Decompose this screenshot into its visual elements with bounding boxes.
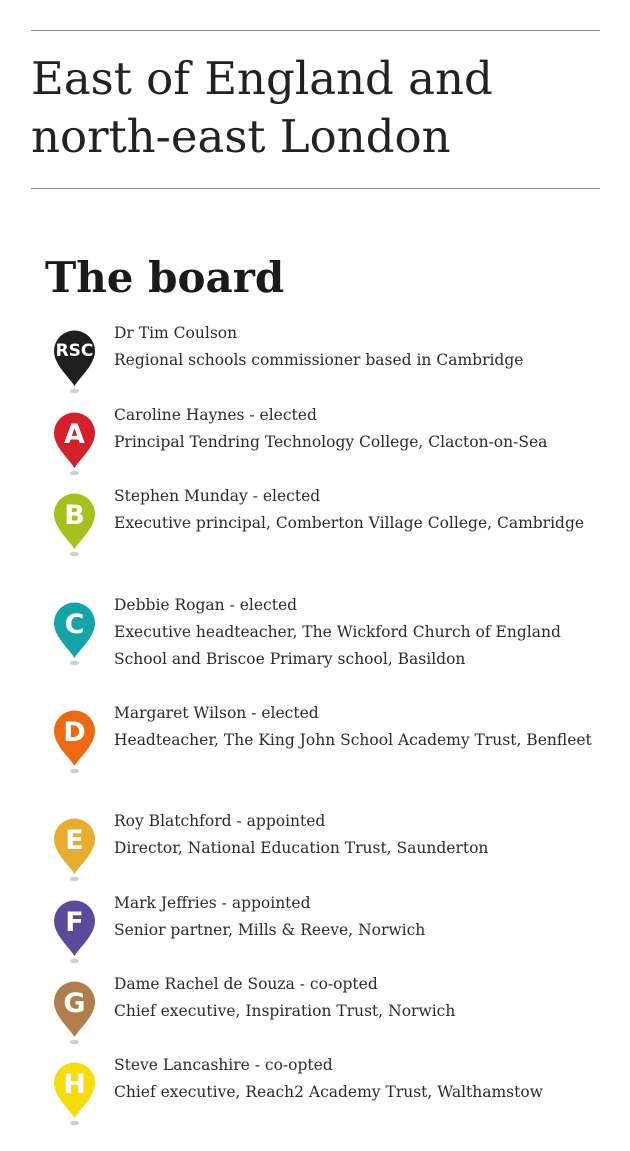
member-name: Stephen Munday - elected (114, 487, 321, 505)
map-pin-icon (51, 707, 98, 775)
member-details (114, 596, 614, 682)
member-name: Margaret Wilson - elected (114, 704, 319, 722)
member-details (114, 704, 614, 763)
map-pin-icon (51, 1059, 98, 1127)
pin-badge-label: B (64, 500, 85, 531)
pin-badge-label: C (64, 609, 85, 640)
member-details (114, 324, 614, 383)
member-details (114, 487, 614, 546)
pin-badge-label: E (65, 825, 84, 856)
map-pin-icon (51, 409, 98, 477)
pin-badge-label: D (63, 717, 86, 748)
member-role: Chief executive, Reach2 Academy Trust, Walthamstow (114, 1083, 543, 1101)
member-role: Executive principal, Comberton Village College, Cambridge (114, 514, 585, 532)
member-name: Roy Blatchford - appointed (114, 812, 326, 830)
map-pin-icon (51, 490, 98, 558)
member-role: Regional schools commissioner based in Cambridge (114, 351, 524, 369)
member-name: Steve Lancashire - co-opted (114, 1056, 333, 1074)
map-pin-icon (51, 897, 98, 965)
member-name: Mark Jeffries - appointed (114, 894, 311, 912)
top-divider (31, 30, 600, 31)
pin-badge-label: F (65, 907, 84, 938)
member-name: Caroline Haynes - elected (114, 406, 317, 424)
region-title: East of England and north-east London (31, 52, 493, 163)
member-details (114, 1056, 614, 1115)
member-role: Chief executive, Inspiration Trust, Norwich (114, 1002, 456, 1020)
pin-badge-label: H (63, 1069, 86, 1100)
member-details (114, 894, 614, 953)
pin-badge-label: G (63, 988, 86, 1019)
member-name: Dr Tim Coulson (114, 324, 238, 342)
member-details (114, 812, 614, 871)
pin-badge-label: A (64, 419, 85, 450)
map-pin-icon (51, 815, 98, 883)
bottom-divider (31, 188, 600, 189)
map-pin-icon (51, 978, 98, 1046)
member-details (114, 406, 614, 465)
member-role: Executive headteacher, The Wickford Church of England School and Briscoe Primary school, Basildon (114, 623, 561, 668)
board-heading: The board (45, 253, 285, 302)
member-role: Headteacher, The King John School Academy Trust, Benfleet (114, 731, 592, 749)
member-name: Debbie Rogan - elected (114, 596, 298, 614)
member-role: Director, National Education Trust, Saunderton (114, 839, 489, 857)
map-pin-icon (51, 327, 98, 395)
member-details (114, 975, 614, 1034)
member-role: Senior partner, Mills & Reeve, Norwich (114, 921, 426, 939)
pin-badge-label: RSC (55, 341, 94, 361)
member-role: Principal Tendring Technology College, Clacton-on-Sea (114, 433, 548, 451)
member-name: Dame Rachel de Souza - co-opted (114, 975, 378, 993)
map-pin-icon (51, 599, 98, 667)
